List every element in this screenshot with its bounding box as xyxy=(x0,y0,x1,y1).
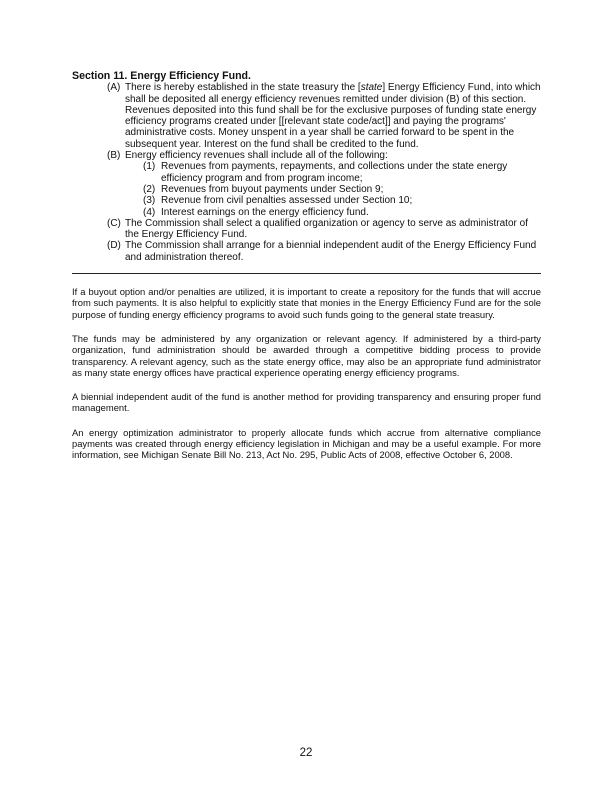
section-item-a xyxy=(72,82,541,150)
subitem-text: Revenues from payments, repayments, and collections under the state energy efficiency program and from program income; xyxy=(161,161,508,184)
subitem-text: Revenues from buyout payments under Section 9; xyxy=(161,183,384,195)
subitem-3 xyxy=(72,195,541,206)
item-label: (C) xyxy=(107,217,121,229)
subitem-label: (1) xyxy=(143,161,156,173)
subitem-label: (2) xyxy=(143,183,156,195)
subitem-label: (4) xyxy=(143,206,156,218)
section-item-c xyxy=(72,218,541,241)
subitem-1 xyxy=(72,161,541,184)
item-text: The Commission shall select a qualified organization or agency to serve as administrator of the Energy Efficiency Fund. xyxy=(125,217,528,241)
item-text: Energy efficiency revenues shall include all of the following: xyxy=(125,150,388,162)
subitem-text: Revenue from civil penalties assessed under Section 10; xyxy=(161,195,413,207)
item-text-before: There is hereby established in the state treasury the [ xyxy=(125,82,361,94)
commentary-paragraph: A biennial independent audit of the fund is another method for providing transparency and ensuring proper fund management. xyxy=(72,391,541,414)
subitem-2 xyxy=(72,184,541,195)
item-label: (A) xyxy=(107,82,121,94)
page-number: 22 xyxy=(299,747,313,759)
document-page xyxy=(72,71,541,461)
subitem-label: (3) xyxy=(143,195,156,207)
item-text-italic: state xyxy=(360,82,383,94)
section-item-b xyxy=(72,150,541,161)
subitem-text: Interest earnings on the energy efficiency fund. xyxy=(161,206,369,218)
item-label: (B) xyxy=(107,150,121,162)
subitem-4 xyxy=(72,207,541,218)
section-item-d xyxy=(72,240,541,263)
horizontal-divider xyxy=(72,273,541,274)
commentary-paragraph: An energy optimization administrator to properly allocate funds which accrue from alternative compliance payments was created through energy efficiency legislation in Michigan and may be a useful example. For more information, see Michigan Senate Bill No. 213, Act No. 295, Public Acts of 2008, effective October 6, 2008. xyxy=(72,426,541,461)
item-label: (D) xyxy=(107,240,121,252)
commentary-paragraph: If a buyout option and/or penalties are utilized, it is important to create a repository for the funds that will accrue from such payments. It is also helpful to explicitly state that monies in the Energy Efficiency Fund are for the sole purpose of funding energy efficiency programs to avoid such funds going to the general state treasury. xyxy=(72,286,541,320)
commentary-paragraph: The funds may be administered by any organization or relevant agency. If administered by a third-party organization, fund administration should be awarded through a competitive bidding process to provide transparency. A relevant agency, such as the state energy office, may also be an appropriate fund administrator as many state energy offices have practical experience operating energy efficiency programs. xyxy=(72,332,541,378)
item-text: The Commission shall arrange for a biennial independent audit of the Energy Efficiency Fund and administration thereof. xyxy=(125,240,537,263)
section-title: Section 11. Energy Efficiency Fund. xyxy=(72,70,251,82)
item-text-after: ] Energy Efficiency Fund, into which shall be deposited all energy efficiency revenues remitted under division (B) of this section. Revenues deposited into this fund shall be for the exclusive purposes of funding state energy efficiency programs created under [[relevant state code/act]] and paying the programs' administrative costs. Money unspent in a year shall be carried forward to be spent in the subsequent year. Interest on the fund shall be credited to the fund. xyxy=(125,82,541,150)
